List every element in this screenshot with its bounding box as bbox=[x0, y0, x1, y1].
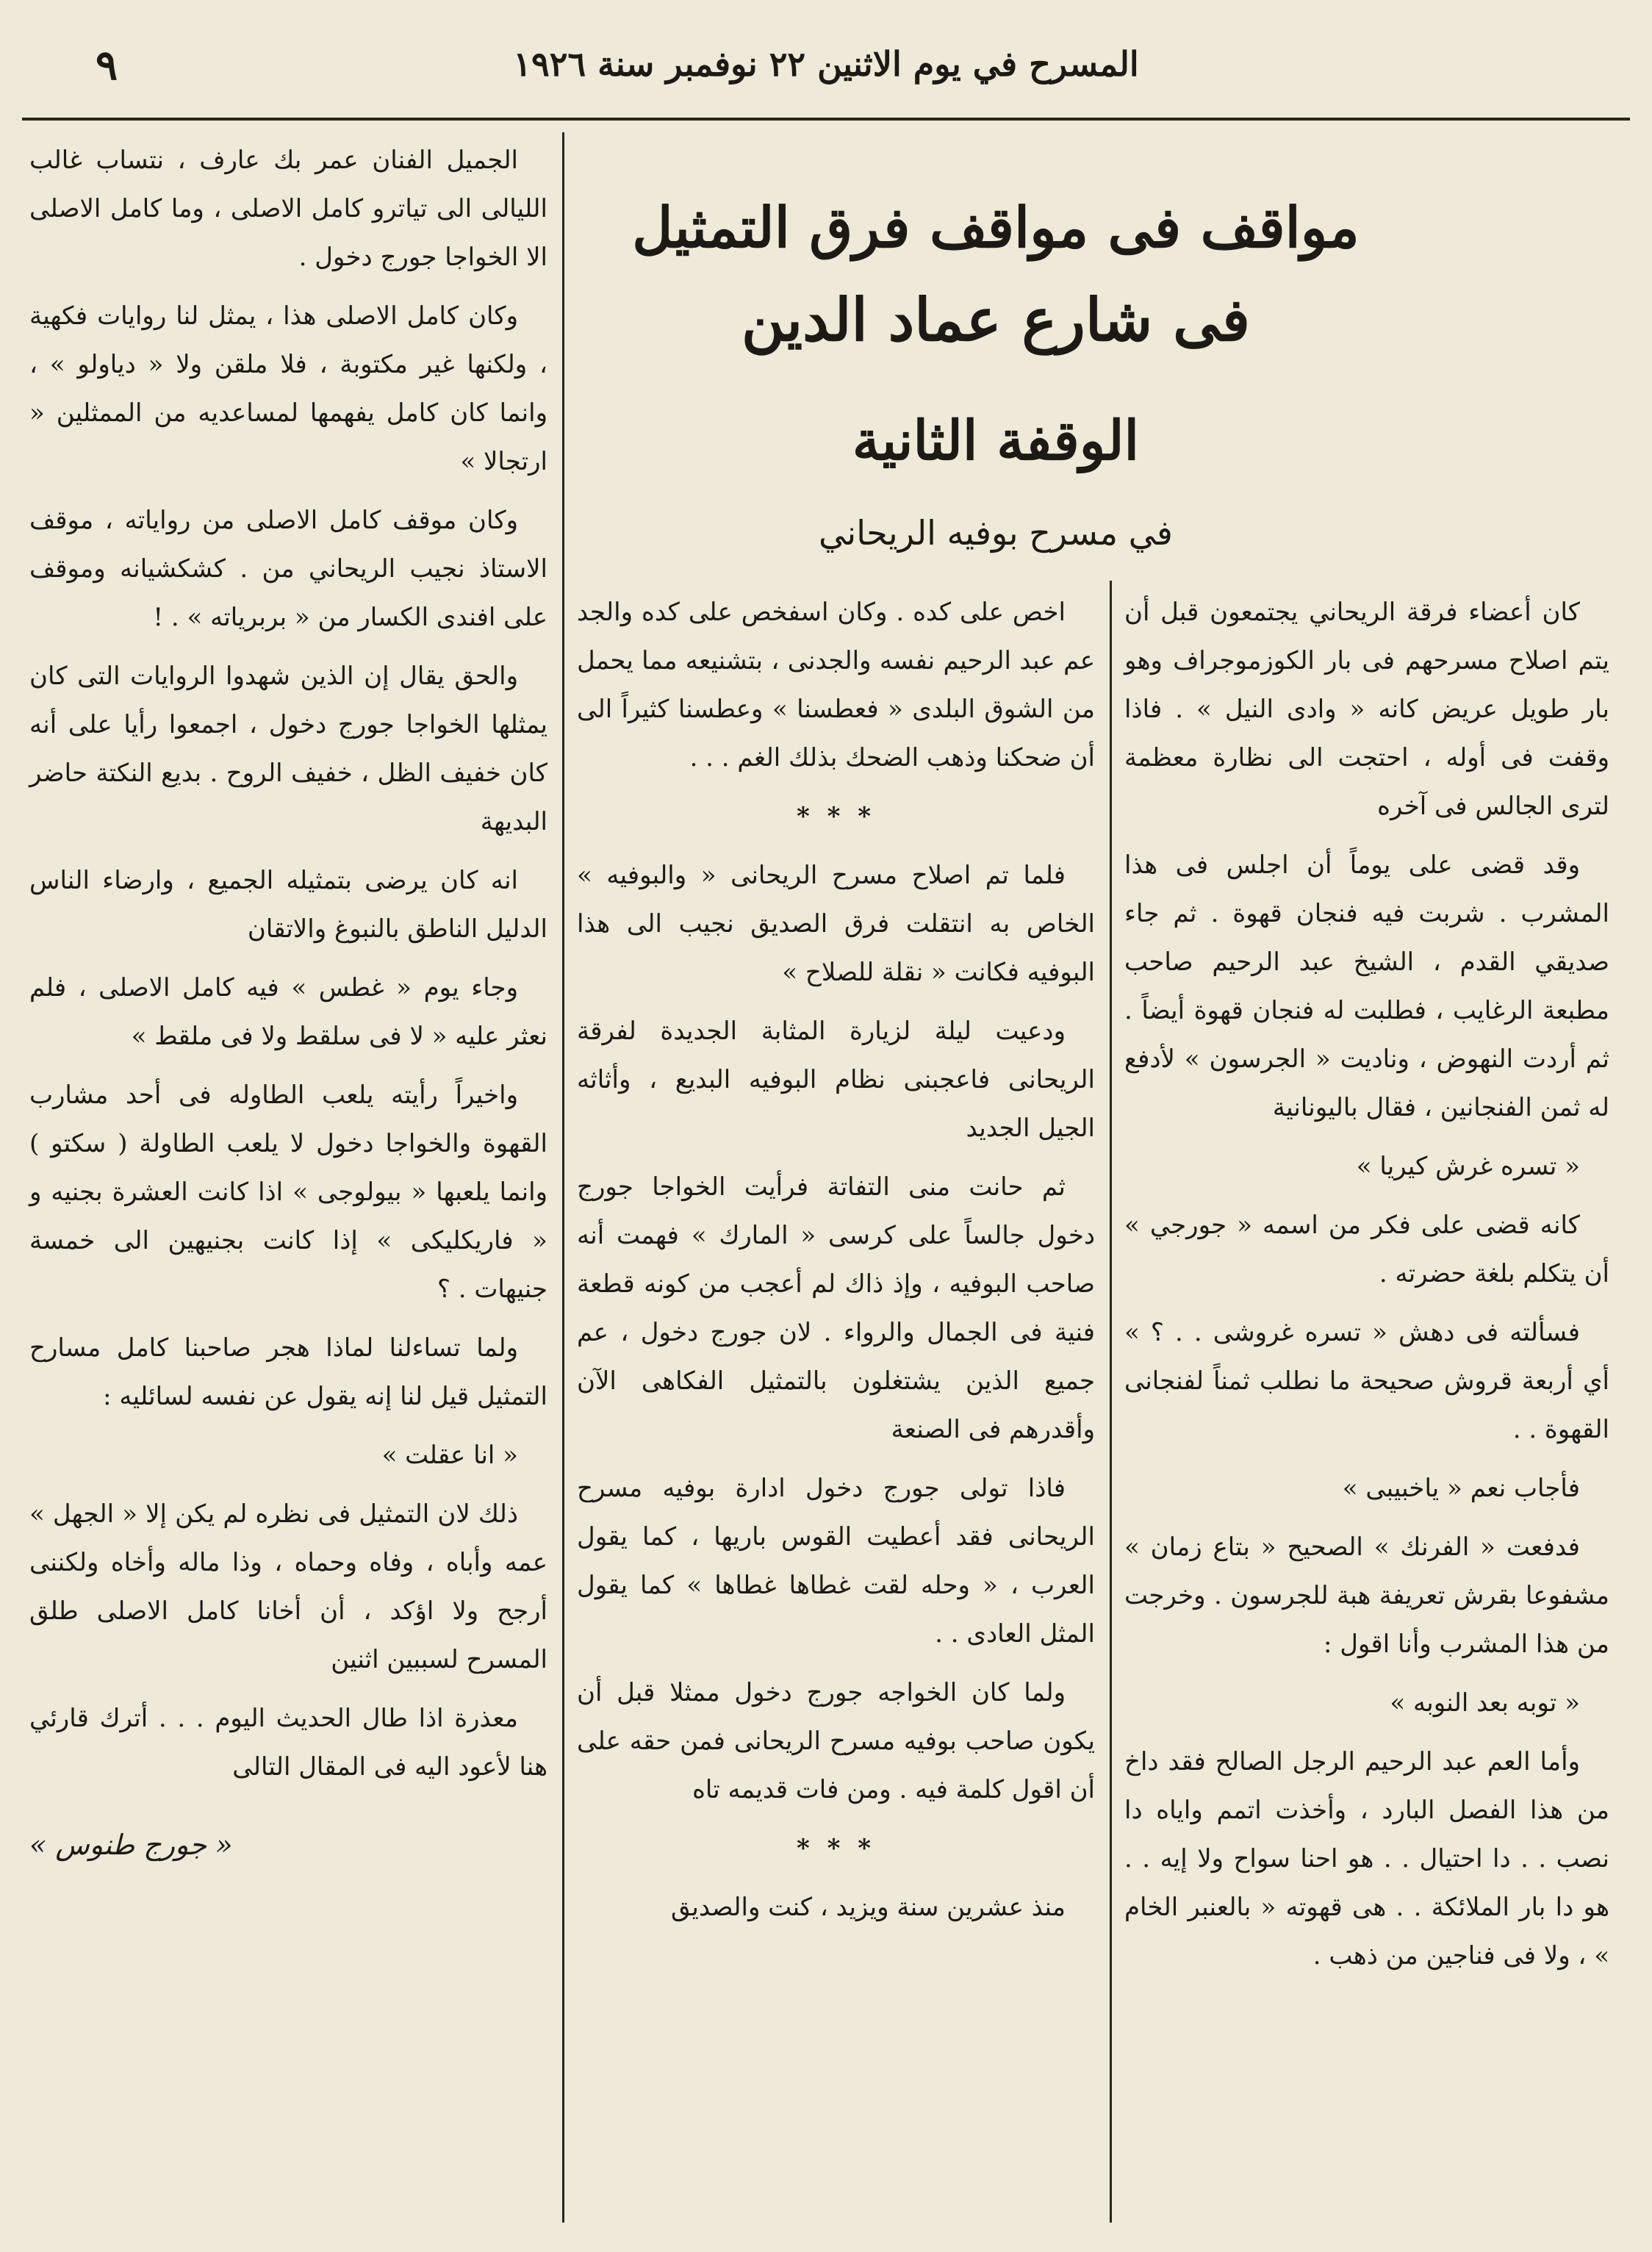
paragraph: « توبه بعد النوبه » bbox=[1390, 1688, 1580, 1718]
article-location: في مسرح بوفيه الريحاني bbox=[819, 513, 1173, 553]
article-subtitle: الوقفة الثانية bbox=[852, 409, 1140, 473]
article-title-line1: مواقف فى مواقف فرق التمثيل bbox=[632, 195, 1360, 260]
paragraph: وأما العم عبد الرحيم الرجل الصالح فقد داخ من هذا الفصل البارد ، وأخذت اتمم واياه دا نصب . . دا احتيال . . هو احنا سواح ولا إيه . . هو دا بار الملائكة . . هى قهوته « بالعنبر الخام » ، ولا فى فناجين من ذهب . bbox=[1124, 1747, 1609, 1970]
paragraph: فدفعت « الفرنك » الصحيح « بتاع زمان » مشفوعا بقرش تعريفة هبة للجرسون . وخرجت من هذا المشرب وأنا اقول : bbox=[1124, 1532, 1609, 1659]
middle-column bbox=[577, 588, 1095, 1942]
column-divider-left bbox=[562, 132, 564, 2223]
paragraph: والحق يقال إن الذين شهدوا الروايات التى كان يمثلها الخواجا جورج دخول ، اجمعوا رأيا على أنه كان خفيف الظل ، خفيف الروح . بديع النكتة حاضر البديهة bbox=[29, 661, 547, 836]
running-header: المسرح في يوم الاثنين ٢٢ نوفمبر سنة ١٩٢٦ bbox=[513, 44, 1139, 84]
paragraph: كان أعضاء فرقة الريحاني يجتمعون قبل أن يتم اصلاح مسرحهم فى بار الكوزموجراف وهو بار طويل عريض كانه « وادى النيل » . فاذا وقفت فى أوله ، احتجت الى نظارة معظمة لترى الجالس فى آخره bbox=[1124, 598, 1609, 821]
paragraph: كانه قضى على فكر من اسمه « جورجي » أن يتكلم بلغة حضرته . bbox=[1124, 1211, 1609, 1288]
article-title-line2: فى شارع عماد الدين bbox=[741, 285, 1250, 354]
page-number: ٩ bbox=[96, 41, 118, 90]
paragraph: « انا عقلت » bbox=[381, 1441, 518, 1470]
paragraph: انه كان يرضى بتمثيله الجميع ، وارضاء الناس الدليل الناطق بالنبوغ والاتقان bbox=[29, 866, 547, 944]
paragraph: وجاء يوم « غطس » فيه كامل الاصلى ، فلم نعثر عليه « لا فى سلقط ولا فى ملقط » bbox=[29, 973, 547, 1051]
paragraph: فأجاب نعم « ياخبيبى » bbox=[1342, 1474, 1580, 1503]
header-rule bbox=[22, 118, 1630, 121]
paragraph: وكان كامل الاصلى هذا ، يمثل لنا روايات فكهية ، ولكنها غير مكتوبة ، فلا ملقن ولا « دياولو » ، وانما كان كامل يفهمها لمساعديه من الممثلين « ارتجالا » bbox=[29, 301, 547, 476]
right-column bbox=[1124, 588, 1609, 1990]
paragraph: معذرة اذا طال الحديث اليوم . . . أترك قارئي هنا لأعود اليه فى المقال التالى bbox=[29, 1704, 547, 1782]
paragraph: اخص على كده . وكان اسفخص على كده والجد عم عبد الرحيم نفسه والجدنى ، بتشنيعه مما يحمل من الشوق البلدى « فعطسنا » وعطسنا كثيراً الى أن ضحكنا وذهب الضحك بذلك الغم . . . bbox=[577, 598, 1095, 772]
paragraph: ولما كان الخواجه جورج دخول ممثلا قبل أن يكون صاحب بوفيه مسرح الريحانى فمن حقه على أن اقول كلمة فيه . ومن فات قديمه تاه bbox=[577, 1678, 1095, 1804]
column-divider-right bbox=[1110, 581, 1112, 2223]
section-separator: * * * bbox=[796, 802, 875, 831]
paragraph: فاذا تولى جورج دخول ادارة بوفيه مسرح الريحانى فقد أعطيت القوس باريها ، كما يقول العرب ، « وحله لقت غطاها غطاها » كما يقول المثل العادى . . bbox=[577, 1474, 1095, 1649]
paragraph: ولما تساءلنا لماذا هجر صاحبنا كامل مسارح التمثيل قيل لنا إنه يقول عن نفسه لسائليه : bbox=[29, 1333, 547, 1411]
paragraph: وقد قضى على يوماً أن اجلس فى هذا المشرب . شربت فيه فنجان قهوة . ثم جاء صديقي القدم ، الشيخ عبد الرحيم صاحب مطبعة الرغايب ، فطلبت له فنجان قهوة أيضاً . ثم أردت النهوض ، وناديت « الجرسون » لأدفع له ثمن الفنجانين ، فقال باليونانية bbox=[1124, 850, 1609, 1122]
paragraph: ذلك لان التمثيل فى نظره لم يكن إلا « الجهل » عمه وأباه ، وفاه وحماه ، وذا ماله وأخاه ولكننى أرجح ولا اؤكد ، أن أخانا كامل الاصلى طلق المسرح لسببين اثنين bbox=[29, 1499, 547, 1674]
section-separator: * * * bbox=[796, 1834, 875, 1863]
left-column bbox=[29, 136, 547, 1879]
paragraph: وكان موقف كامل الاصلى من رواياته ، موقف الاستاذ نجيب الريحاني من . كشكشيانه وموقف على افندى الكسار من « بربرياته » . ! bbox=[29, 506, 547, 632]
paragraph: الجميل الفنان عمر بك عارف ، نتساب غالب الليالى الى تياترو كامل الاصلى ، وما كامل الاصلى الا الخواجا جورج دخول . bbox=[29, 146, 547, 272]
paragraph: ثم حانت منى التفاتة فرأيت الخواجا جورج دخول جالساً على كرسى « المارك » فهمت أنه صاحب البوفيه ، وإذ ذاك لم أعجب من كونه قطعة فنية فى الجمال والرواء . لان جورج دخول ، عم جميع الذين يشتغلون بالتمثيل الفكاهى الآن وأقدرهم فى الصنعة bbox=[577, 1172, 1095, 1444]
paragraph: ودعيت ليلة لزيارة المثابة الجديدة لفرقة الريحانى فاعجبنى نظام البوفيه البديع ، وأثاثه الجيل الجديد bbox=[577, 1016, 1095, 1143]
paragraph: « تسره غرش كيريا » bbox=[1356, 1152, 1580, 1181]
paragraph: منذ عشرين سنة ويزيد ، كنت والصديق bbox=[671, 1893, 1066, 1922]
paragraph: فسألته فى دهش « تسره غروشى . . ؟ » أي أربعة قروش صحيحة ما نطلب ثمناً لفنجانى القهوة . . bbox=[1124, 1318, 1609, 1444]
paragraph: فلما تم اصلاح مسرح الريحانى « والبوفيه » الخاص به انتقلت فرق الصديق نجيب الى هذا البوفيه فكانت « نقلة للصلاح » bbox=[577, 861, 1095, 987]
paragraph: واخيراً رأيته يلعب الطاوله فى أحد مشارب القهوة والخواجا دخول لا يلعب الطاولة ( سكتو ) وانما يلعبها « بيولوجى » اذا كانت العشرة بجنيه و « فاريكليكى » إذا كانت بجنيهين الى خمسة جنيهات . ؟ bbox=[29, 1080, 547, 1304]
article-title-block bbox=[581, 184, 1411, 566]
author-signature: « جورج طنوس » bbox=[29, 1829, 233, 1861]
